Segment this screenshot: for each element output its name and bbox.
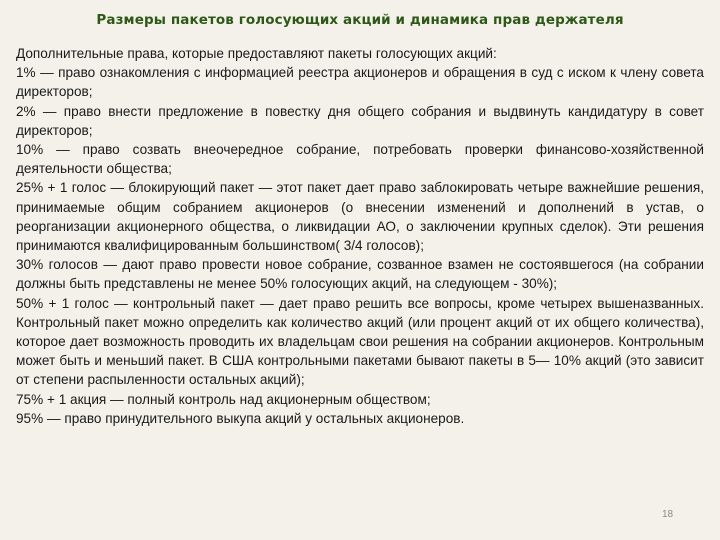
paragraph-75-percent: 75% + 1 акция — полный контроль над акционерным обществом; (16, 391, 431, 407)
paragraph-1-percent: 1% — право ознакомления с информацией реестра акционеров и обращения в суд с иском к члену совета директоров; (16, 65, 704, 100)
page-number: 18 (662, 509, 674, 520)
slide-body (16, 44, 704, 428)
paragraph-95-percent: 95% — право принудительного выкупа акций у остальных акционеров. (16, 410, 465, 426)
paragraph-30-percent: 30% голосов — дают право провести новое собрание, созванное взамен не состоявшегося (на собрании должны быть представлены не менее 50% голосующих акций, на следующем - 30%); (16, 257, 704, 292)
paragraph-10-percent: 10% — право созвать внеочередное собрание, потребовать проверки финансово-хозяйственной деятельности общества; (16, 142, 704, 177)
slide-title: Размеры пакетов голосующих акций и динамика прав держателя (96, 12, 624, 28)
paragraph-50-percent: 50% + 1 голос — контрольный пакет — дает право решить все вопросы, кроме четырех вышеназванных. Контрольный пакет можно определить как количество акций (или процент акций от их общего количества), которое дает возможность проводить их владельцам свои решения на собрании акционеров. Контрольным может быть и меньший пакет. В США контрольными пакетами бывают пакеты в 5— 10% акций (это зависит от степени распыленности остальных акций); (16, 295, 704, 388)
paragraph-intro: Дополнительные права, которые предоставляют пакеты голосующих акций: (16, 46, 497, 61)
paragraph-25-percent: 25% + 1 голос — блокирующий пакет — этот пакет дает право заблокировать четыре важнейшие решения, принимаемые общим собранием акционеров (о внесении изменений и дополнений в устав, о реорганизации акционерного общества, о ликвидации АО, о заключении крупных сделок). Эти решения принимаются квалифицированным большинством( 3/4 голосов); (16, 180, 704, 254)
paragraph-2-percent: 2% — право внести предложение в повестку дня общего собрания и выдвинуть кандидатуру в совет директоров; (16, 103, 704, 138)
